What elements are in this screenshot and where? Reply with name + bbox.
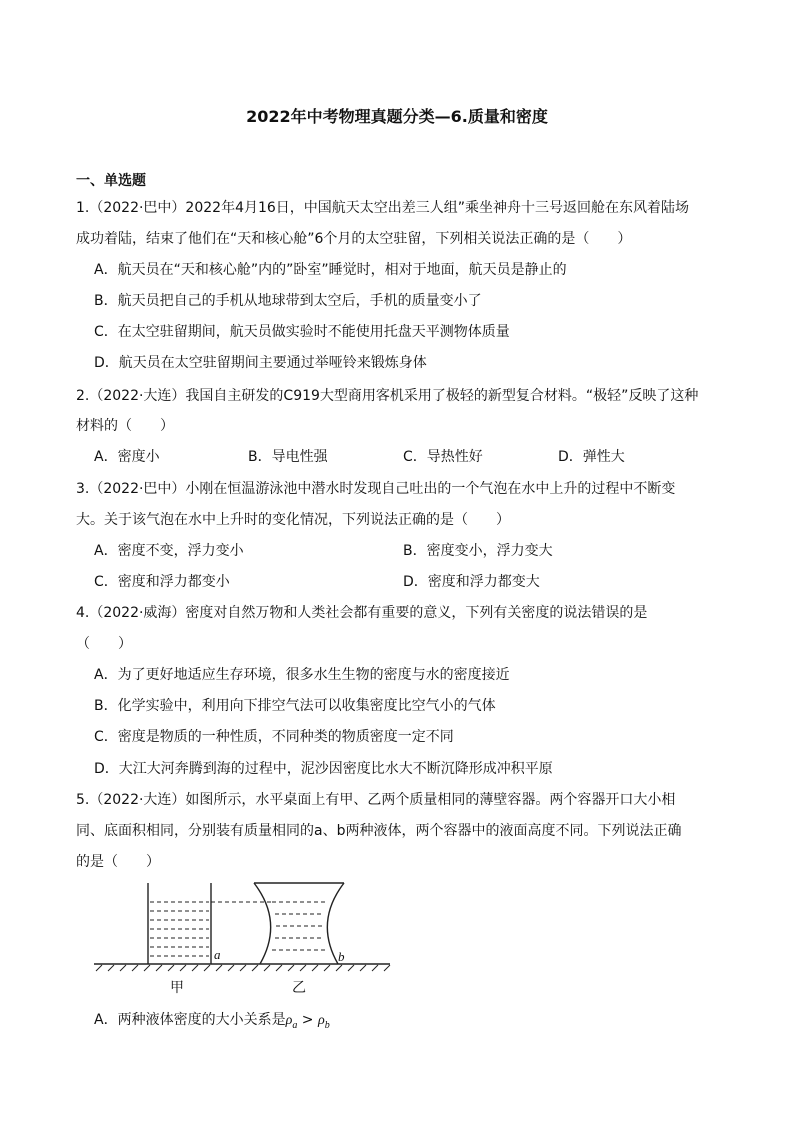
rho-a: ρ	[285, 1013, 293, 1028]
q4-option-d: D．大江大河奔腾到海的过程中，泥沙因密度比水大不断沉降形成冲积平原	[94, 761, 553, 777]
q5-option-a	[94, 1009, 330, 1031]
q1-option-c: C．在太空驻留期间，航天员做实验时不能使用托盘天平测物体质量	[94, 324, 510, 340]
q5-stem-line3: 的是（ ）	[76, 854, 160, 870]
rho-b: ρ	[317, 1013, 325, 1028]
q1-stem-line2: 成功着陆，结束了他们在“天和核心舱”6个月的太空驻留，下列相关说法正确的是（ ）	[76, 231, 632, 247]
page-title: 2022年中考物理真题分类—6.质量和密度	[246, 107, 548, 126]
q2-option-c: C．导热性好	[403, 449, 483, 465]
q1-option-d: D．航天员在太空驻留期间主要通过举哑铃来锻炼身体	[94, 355, 427, 371]
rho-b-subscript: b	[324, 1019, 330, 1031]
q3-option-b: B．密度变小，浮力变大	[403, 543, 553, 559]
q3-option-d: D．密度和浮力都变大	[403, 574, 540, 590]
q1-option-a: A．航天员在“天和核心舱”内的”卧室”睡觉时，相对于地面，航天员是静止的	[94, 262, 567, 278]
label-a: a	[214, 947, 221, 962]
q5-option-a-text: A．两种液体密度的大小关系是	[94, 1012, 286, 1028]
q2-option-b: B．导电性强	[248, 449, 328, 465]
q2-option-d: D．弹性大	[558, 449, 625, 465]
greater-than: >	[297, 1012, 318, 1028]
q3-stem-line2: 大。关于该气泡在水中上升时的变化情况，下列说法正确的是（ ）	[76, 512, 510, 528]
containers-figure	[90, 880, 400, 1000]
label-jia: 甲	[170, 980, 184, 996]
q4-stem-line1: 4.（2022·威海）密度对自然万物和人类社会都有重要的意义，下列有关密度的说法错误的是	[76, 605, 648, 621]
rho-a-subscript: a	[292, 1019, 298, 1031]
q3-option-c: C．密度和浮力都变小	[94, 574, 230, 590]
q2-stem-line1: 2.（2022·大连）我国自主研发的C919大型商用客机采用了极轻的新型复合材料。“极轻”反映了这种	[76, 388, 699, 404]
q3-stem-line1: 3.（2022·巴中）小刚在恒温游泳池中潜水时发现自己吐出的一个气泡在水中上升的过程中不断变	[76, 481, 676, 497]
section-heading: 一、单选题	[76, 173, 146, 189]
q4-option-b: B．化学实验中，利用向下排空气法可以收集密度比空气小的气体	[94, 698, 496, 714]
q4-option-a: A．为了更好地适应生存环境，很多水生生物的密度与水的密度接近	[94, 667, 510, 683]
q2-option-a: A．密度小	[94, 449, 160, 465]
label-b: b	[338, 949, 345, 964]
q3-option-a: A．密度不变，浮力变小	[94, 543, 244, 559]
q1-stem-line1: 1.（2022·巴中）2022年4月16日，中国航天太空出差三人组”乘坐神舟十三号返回舱在东风着陆场	[76, 200, 690, 216]
q5-stem-line1: 5.（2022·大连）如图所示，水平桌面上有甲、乙两个质量相同的薄壁容器。两个容器开口大小相	[76, 792, 676, 808]
q4-stem-line2: （ ）	[76, 636, 132, 652]
q4-option-c: C．密度是物质的一种性质，不同种类的物质密度一定不同	[94, 729, 454, 745]
q1-option-b: B．航天员把自己的手机从地球带到太空后，手机的质量变小了	[94, 293, 482, 309]
label-yi: 乙	[292, 980, 306, 996]
q5-stem-line2: 同、底面积相同，分别装有质量相同的a、b两种液体，两个容器中的液面高度不同。下列说法正确	[76, 823, 682, 839]
q2-stem-line2: 材料的（ ）	[76, 418, 174, 434]
